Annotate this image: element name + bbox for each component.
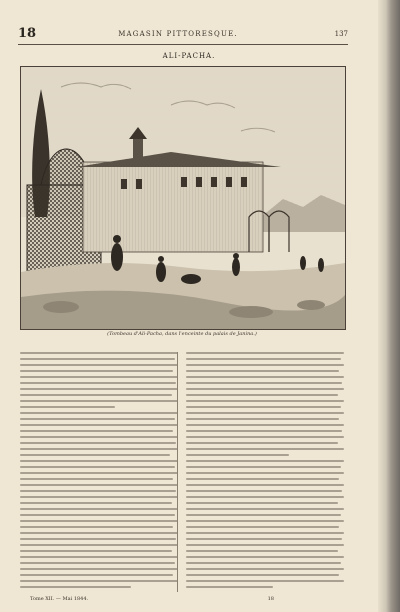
text-line	[186, 472, 344, 474]
text-line	[186, 358, 341, 360]
text-line	[20, 406, 115, 408]
text-line	[20, 454, 170, 456]
page-number: 18	[18, 26, 37, 41]
text-line	[186, 586, 273, 588]
text-line	[186, 448, 344, 450]
tomb-palace-scene	[21, 67, 345, 329]
text-line	[20, 442, 176, 444]
text-line	[20, 478, 173, 480]
text-line	[20, 358, 175, 360]
issue-line: Tome XII. — Mai 1844.	[30, 596, 89, 602]
text-line	[186, 400, 344, 402]
text-line	[20, 436, 178, 438]
text-line	[20, 460, 178, 462]
text-line	[186, 436, 344, 438]
text-line	[186, 460, 344, 462]
text-line	[20, 550, 172, 552]
text-line	[20, 520, 178, 522]
text-line	[186, 514, 341, 516]
text-line	[20, 484, 178, 486]
text-line	[186, 430, 342, 432]
text-line	[186, 418, 339, 420]
text-line	[186, 454, 289, 456]
text-line	[186, 574, 339, 576]
text-line	[186, 496, 344, 498]
text-column-left	[20, 352, 178, 592]
text-line	[186, 388, 344, 390]
text-line	[20, 382, 176, 384]
text-line	[186, 424, 344, 426]
header-rule	[18, 44, 348, 45]
text-line	[20, 370, 173, 372]
text-line	[20, 472, 178, 474]
text-line	[20, 388, 178, 390]
text-column-right	[186, 352, 344, 592]
text-line	[186, 352, 344, 354]
text-line	[186, 484, 344, 486]
text-line	[186, 370, 339, 372]
text-line	[186, 568, 344, 570]
running-title: MAGASIN PITTORESQUE.	[118, 30, 238, 38]
text-line	[20, 394, 172, 396]
text-line	[186, 538, 342, 540]
text-line	[20, 418, 175, 420]
text-line	[20, 556, 178, 558]
text-line	[20, 490, 176, 492]
text-line	[186, 562, 341, 564]
text-line	[186, 556, 344, 558]
text-line	[186, 466, 341, 468]
text-line	[186, 520, 344, 522]
text-line	[186, 508, 344, 510]
text-line	[20, 502, 172, 504]
article-title: ALI-PACHA.	[162, 52, 216, 60]
text-line	[186, 580, 344, 582]
text-line	[20, 466, 175, 468]
text-line	[20, 538, 176, 540]
text-line	[186, 526, 339, 528]
folio-number: 137	[334, 30, 348, 38]
text-line	[20, 526, 173, 528]
text-line	[20, 586, 131, 588]
text-line	[186, 490, 342, 492]
text-line	[20, 508, 178, 510]
text-line	[186, 394, 338, 396]
engraving-illustration	[20, 66, 346, 330]
text-line	[186, 376, 344, 378]
text-line	[186, 382, 342, 384]
text-line	[20, 448, 178, 450]
text-line	[186, 406, 341, 408]
page-header	[18, 24, 348, 42]
text-line	[20, 532, 178, 534]
text-line	[20, 544, 178, 546]
text-line	[20, 580, 178, 582]
text-line	[186, 442, 338, 444]
text-line	[186, 412, 344, 414]
text-line	[186, 502, 338, 504]
book-spine-edge	[378, 0, 400, 612]
text-line	[186, 478, 339, 480]
column-divider	[177, 352, 178, 592]
text-line	[20, 568, 178, 570]
text-line	[186, 544, 344, 546]
text-line	[20, 430, 173, 432]
text-line	[20, 364, 178, 366]
text-line	[20, 496, 178, 498]
figure-caption: (Tombeau d'Ali-Pacha, dans l'enceinte du palais de Janina.)	[107, 331, 257, 337]
text-line	[20, 424, 178, 426]
text-line	[186, 364, 344, 366]
text-line	[20, 412, 178, 414]
page-footer	[20, 596, 344, 606]
text-line	[20, 352, 178, 354]
text-line	[20, 514, 175, 516]
text-line	[20, 562, 175, 564]
signature-mark: 18	[267, 596, 274, 602]
text-line	[186, 532, 344, 534]
text-line	[20, 400, 178, 402]
text-line	[20, 574, 173, 576]
text-line	[186, 550, 338, 552]
text-line	[20, 376, 178, 378]
